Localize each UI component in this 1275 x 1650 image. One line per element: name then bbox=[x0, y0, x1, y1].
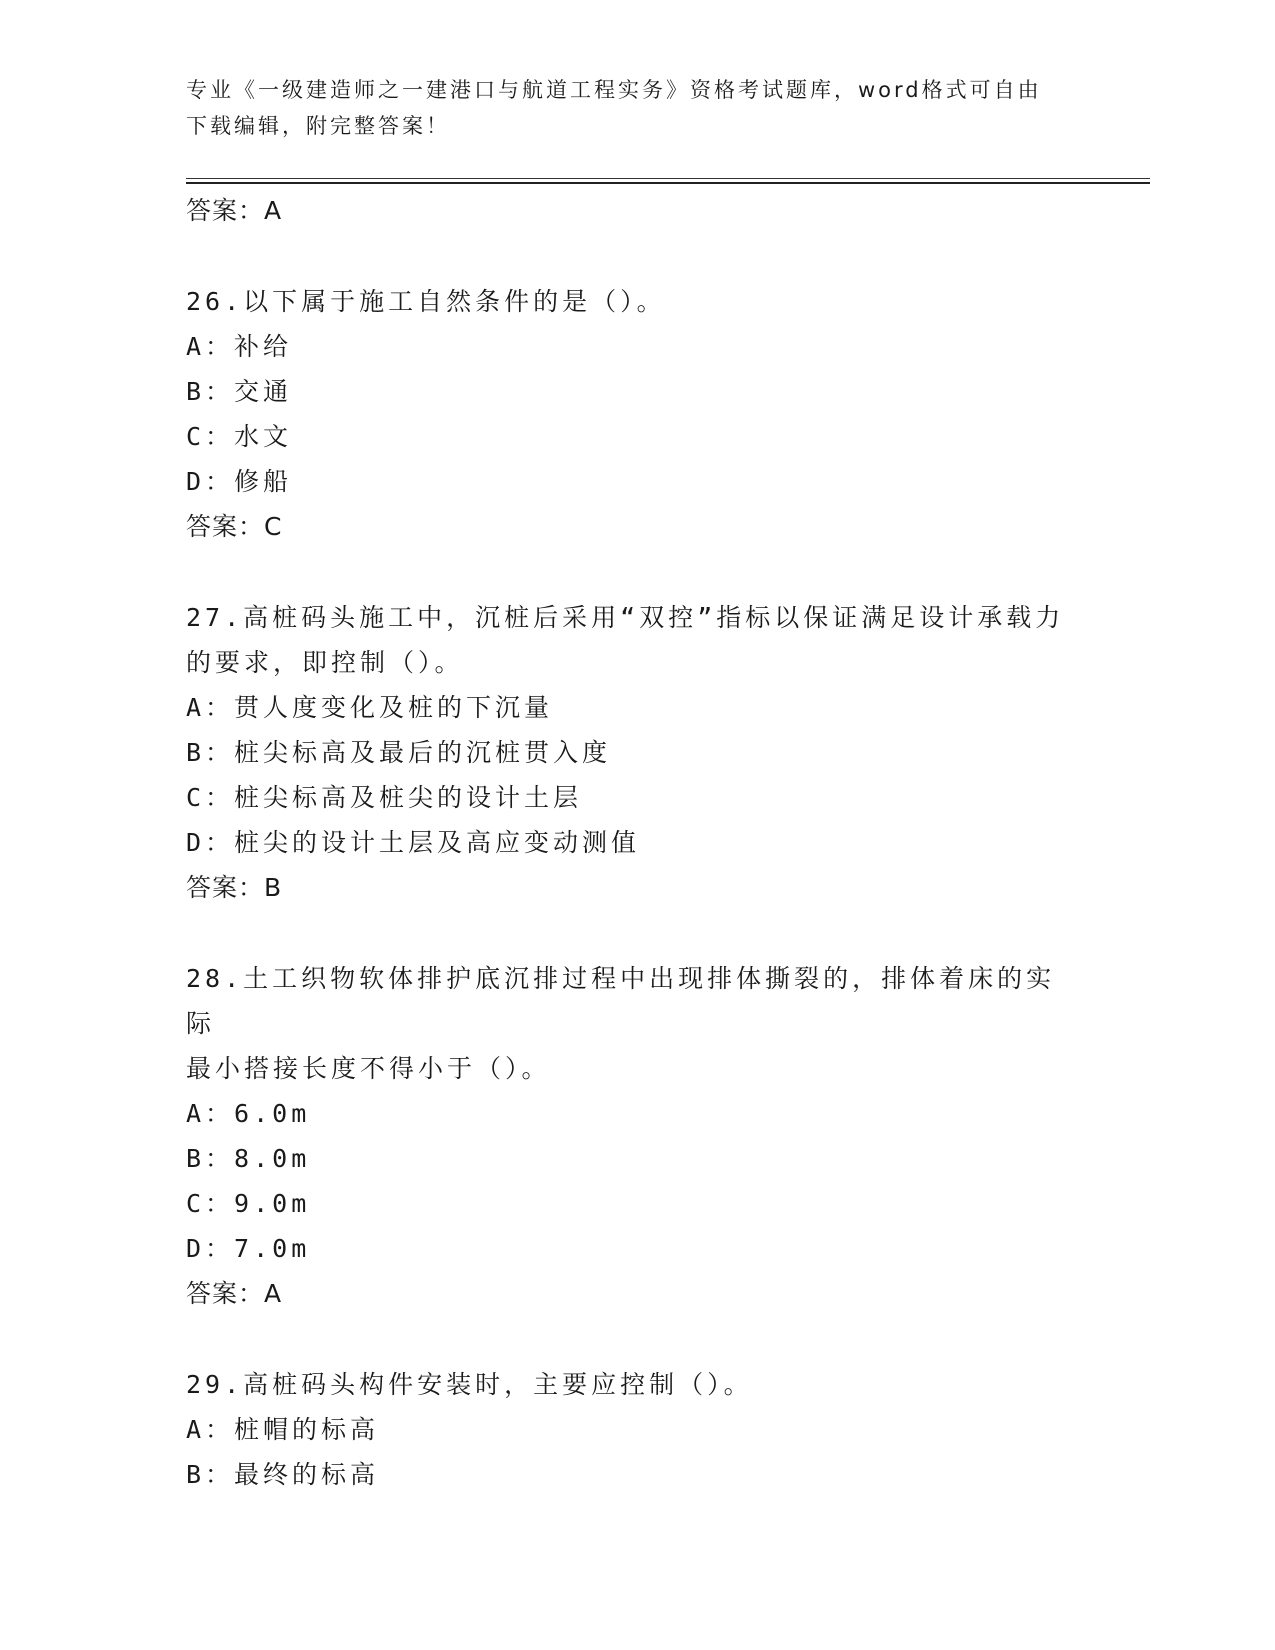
option-b: B：8.0m bbox=[186, 1144, 311, 1173]
question-text: 27.高桩码头施工中，沉桩后采用“双控”指标以保证满足设计承载力 bbox=[186, 603, 1065, 632]
question-block bbox=[186, 279, 1066, 549]
option-c: C：9.0m bbox=[186, 1189, 311, 1218]
option-b: B：桩尖标高及最后的沉桩贯入度 bbox=[186, 738, 612, 767]
answer-line: 答案：C bbox=[186, 512, 283, 541]
document-header bbox=[186, 72, 1066, 144]
question-block bbox=[186, 1362, 1066, 1497]
option-d: D：桩尖的设计土层及高应变动测值 bbox=[186, 828, 641, 857]
option-c: C：水文 bbox=[186, 422, 293, 451]
answer-line: 答案：B bbox=[186, 873, 283, 902]
option-b: B：最终的标高 bbox=[186, 1460, 380, 1489]
question-text-cont: 的要求，即控制（）。 bbox=[186, 648, 464, 677]
header-line-1: 专业《一级建造师之一建港口与航道工程实务》资格考试题库，word格式可自由 bbox=[186, 78, 1042, 102]
question-text: 29.高桩码头构件安装时，主要应控制（）。 bbox=[186, 1370, 753, 1399]
answer-line: 答案：A bbox=[186, 196, 283, 225]
question-text: 26.以下属于施工自然条件的是（）。 bbox=[186, 287, 666, 316]
header-divider-thin bbox=[186, 178, 1150, 179]
option-a: A：贯人度变化及桩的下沉量 bbox=[186, 693, 554, 722]
header-divider-thick bbox=[186, 182, 1150, 184]
question-block bbox=[186, 595, 1066, 910]
option-d: D：7.0m bbox=[186, 1234, 311, 1263]
option-a: A：补给 bbox=[186, 332, 293, 361]
option-a: A：6.0m bbox=[186, 1099, 311, 1128]
option-b: B：交通 bbox=[186, 377, 293, 406]
question-text-cont: 最小搭接长度不得小于（）。 bbox=[186, 1054, 551, 1083]
option-a: A：桩帽的标高 bbox=[186, 1415, 380, 1444]
question-text: 28.土工织物软体排护底沉排过程中出现排体撕裂的，排体着床的实际 bbox=[186, 964, 1056, 1038]
option-d: D：修船 bbox=[186, 467, 293, 496]
option-c: C：桩尖标高及桩尖的设计土层 bbox=[186, 783, 583, 812]
question-list bbox=[186, 188, 1066, 1497]
answer-line: 答案：A bbox=[186, 1279, 283, 1308]
question-block bbox=[186, 956, 1066, 1316]
header-line-2: 下载编辑，附完整答案！ bbox=[186, 114, 450, 138]
